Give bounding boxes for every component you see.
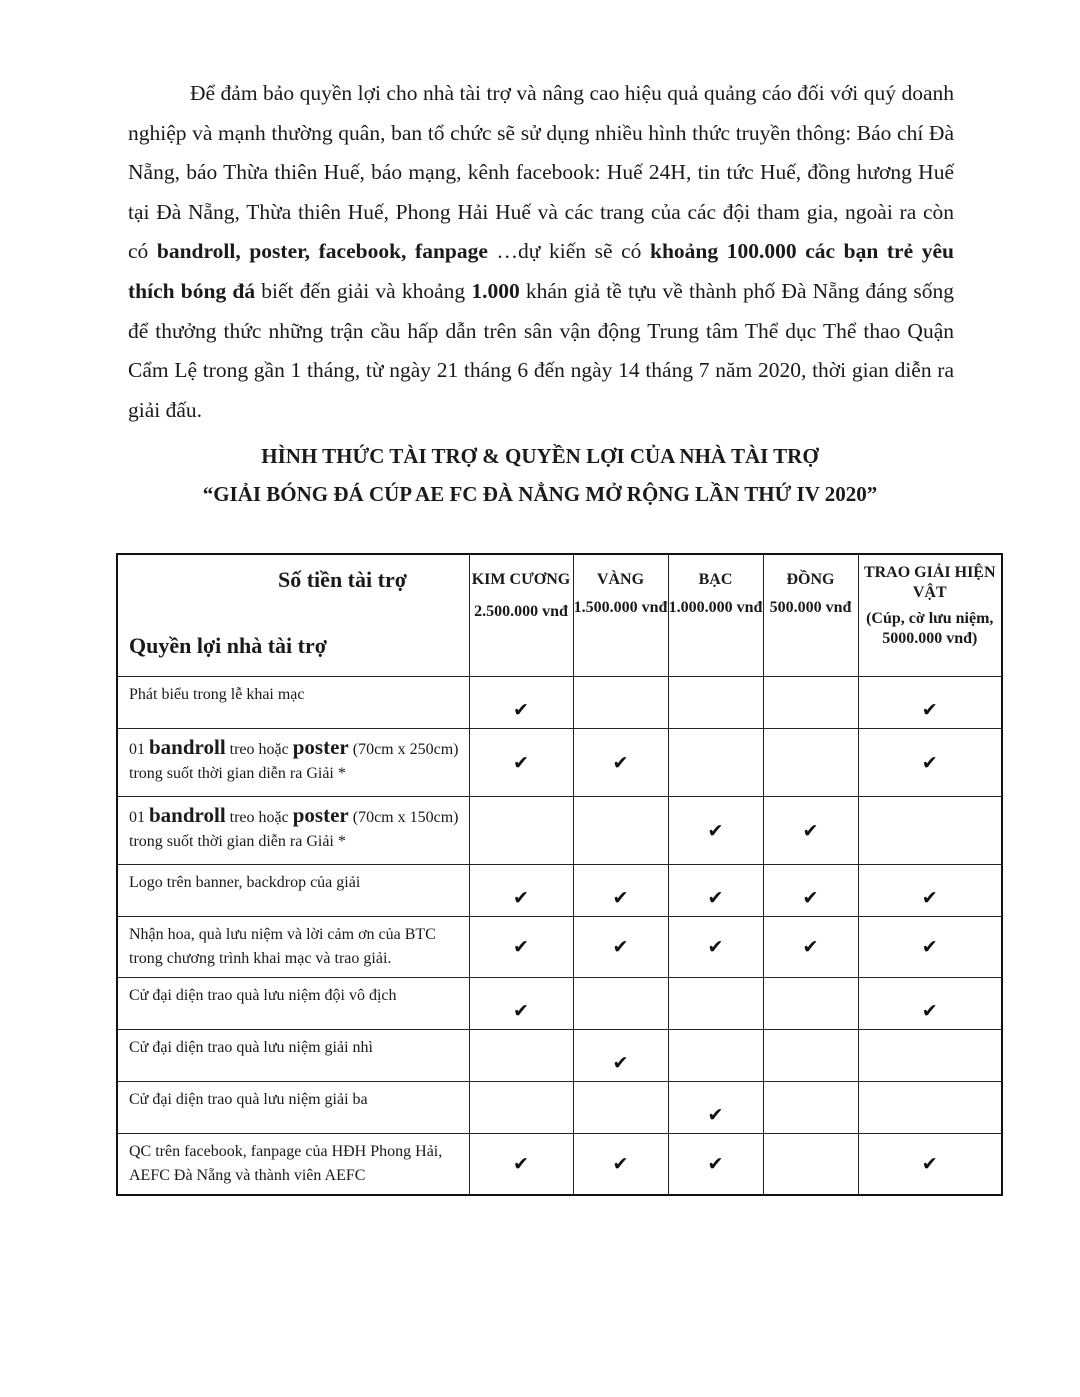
check-cell bbox=[763, 677, 858, 729]
check-mark-icon: ✔ bbox=[921, 936, 938, 958]
tier-header-dong bbox=[763, 554, 858, 677]
check-cell bbox=[573, 1134, 668, 1195]
tier-name: TRAO GIẢI HIỆN VẬT bbox=[863, 564, 996, 601]
intro-text-3: biết đến giải và khoảng bbox=[255, 278, 472, 303]
check-mark-icon: ✔ bbox=[921, 999, 938, 1022]
check-mark-icon: ✔ bbox=[802, 819, 819, 842]
check-cell bbox=[573, 865, 668, 917]
check-mark-icon: ✔ bbox=[612, 936, 629, 958]
check-cell bbox=[763, 1134, 858, 1195]
check-cell bbox=[573, 917, 668, 978]
table-row bbox=[117, 865, 1002, 917]
tier-header-hien-vat bbox=[858, 554, 1002, 677]
check-mark-icon: ✔ bbox=[921, 1152, 938, 1175]
check-cell bbox=[668, 677, 763, 729]
intro-paragraph bbox=[128, 74, 954, 430]
row-label-suffix: (70cm x 250cm) trong suốt thời gian diễn ra Giải * bbox=[129, 741, 459, 782]
check-mark-icon: ✔ bbox=[612, 1152, 629, 1175]
check-cell bbox=[573, 797, 668, 865]
check-cell bbox=[668, 978, 763, 1030]
check-cell bbox=[858, 1030, 1002, 1082]
check-cell bbox=[858, 865, 1002, 917]
check-mark-icon: ✔ bbox=[513, 886, 529, 909]
check-cell bbox=[858, 978, 1002, 1030]
check-mark-icon: ✔ bbox=[707, 1152, 724, 1175]
check-cell bbox=[469, 865, 573, 917]
check-mark-icon: ✔ bbox=[612, 886, 629, 909]
row-label-poster: poster bbox=[292, 803, 349, 827]
check-mark-icon: ✔ bbox=[513, 999, 529, 1022]
table-row bbox=[117, 978, 1002, 1030]
table-row bbox=[117, 1030, 1002, 1082]
check-mark-icon: ✔ bbox=[707, 819, 724, 842]
check-mark-icon: ✔ bbox=[513, 698, 529, 721]
row-label-middle: treo hoặc bbox=[225, 741, 293, 758]
check-cell bbox=[573, 1082, 668, 1134]
row-label: Cử đại diện trao quà lưu niệm giải nhì bbox=[117, 1030, 469, 1082]
intro-text-4: khán giả tề tựu về thành phố Đà Nẵng đáng sống để thưởng thức những trận cầu hấp dẫn trên sân vận động Trung tâm Thể dục Thể thao Quận Cẩm Lệ trong gần 1 tháng, từ ngày 21 tháng 6 đến ngày 14 tháng 7 năm 2020, thời gian diễn ra giải đấu. bbox=[128, 278, 955, 422]
row-label-prefix: 01 bbox=[129, 809, 149, 826]
table-row bbox=[117, 1082, 1002, 1134]
table-row bbox=[117, 1134, 1002, 1195]
check-cell bbox=[858, 1082, 1002, 1134]
tier-header-kim-cuong bbox=[469, 554, 573, 677]
header-corner-cell bbox=[117, 554, 469, 677]
check-mark-icon: ✔ bbox=[513, 751, 529, 774]
row-label-poster: poster bbox=[292, 735, 349, 759]
tier-header-vang bbox=[573, 554, 668, 677]
check-cell bbox=[573, 677, 668, 729]
check-mark-icon: ✔ bbox=[921, 698, 938, 721]
check-cell bbox=[469, 1082, 573, 1134]
row-label: QC trên facebook, fanpage của HĐH Phong Hải, AEFC Đà Nẵng và thành viên AEFC bbox=[117, 1134, 469, 1195]
row-label: Phát biểu trong lễ khai mạc bbox=[117, 677, 469, 729]
check-cell bbox=[858, 797, 1002, 865]
row-label: Cử đại diện trao quà lưu niệm giải ba bbox=[117, 1082, 469, 1134]
check-mark-icon: ✔ bbox=[513, 1152, 529, 1175]
tournament-title: “GIẢI BÓNG ĐÁ CÚP AE FC ĐÀ NẲNG MỞ RỘNG LẦN THỨ IV 2020” bbox=[202, 482, 878, 506]
check-cell bbox=[763, 1082, 858, 1134]
check-cell bbox=[668, 1030, 763, 1082]
row-label: Nhận hoa, quà lưu niệm và lời cảm ơn của BTC trong chương trình khai mạc và trao giải. bbox=[117, 917, 469, 978]
check-cell bbox=[763, 917, 858, 978]
row-label-prefix: 01 bbox=[129, 741, 149, 758]
row-label: Cử đại diện trao quà lưu niệm đội vô địch bbox=[117, 978, 469, 1030]
check-cell bbox=[858, 677, 1002, 729]
check-cell bbox=[573, 729, 668, 797]
check-cell bbox=[668, 797, 763, 865]
tier-amount: (Cúp, cờ lưu niệm, 5000.000 vnđ) bbox=[866, 610, 994, 647]
check-cell bbox=[469, 1030, 573, 1082]
check-mark-icon: ✔ bbox=[612, 751, 629, 774]
check-cell bbox=[668, 917, 763, 978]
tier-name: VÀNG bbox=[596, 571, 645, 588]
check-mark-icon: ✔ bbox=[612, 1051, 629, 1074]
check-cell bbox=[858, 917, 1002, 978]
check-cell bbox=[763, 865, 858, 917]
check-cell bbox=[858, 729, 1002, 797]
row-label-bandroll: bandroll bbox=[149, 803, 226, 827]
check-cell bbox=[573, 1030, 668, 1082]
check-cell bbox=[763, 797, 858, 865]
check-cell bbox=[668, 1134, 763, 1195]
check-mark-icon: ✔ bbox=[513, 936, 529, 958]
row-label-suffix: (70cm x 150cm) trong suốt thời gian diễn ra Giải * bbox=[129, 809, 459, 850]
tier-name: ĐỒNG bbox=[786, 571, 835, 588]
intro-text-2: …dự kiến sẽ có bbox=[487, 239, 651, 264]
check-mark-icon: ✔ bbox=[802, 886, 819, 909]
check-mark-icon: ✔ bbox=[707, 886, 724, 909]
check-mark-icon: ✔ bbox=[707, 936, 724, 958]
check-mark-icon: ✔ bbox=[707, 1103, 724, 1126]
check-cell bbox=[469, 797, 573, 865]
section-title: HÌNH THỨC TÀI TRỢ & QUYỀN LỢI CỦA NHÀ TÀI TRỢ bbox=[261, 444, 819, 468]
check-cell bbox=[858, 1134, 1002, 1195]
check-cell bbox=[763, 1030, 858, 1082]
tier-name: KIM CƯƠNG bbox=[471, 571, 571, 588]
row-label: Logo trên banner, backdrop của giải bbox=[117, 865, 469, 917]
tier-header-bac bbox=[668, 554, 763, 677]
check-cell bbox=[469, 677, 573, 729]
intro-bold-spectators: 1.000 bbox=[471, 278, 520, 303]
header-amount-label: Số tiền tài trợ bbox=[278, 567, 407, 592]
intro-text-1: Để đảm bảo quyền lợi cho nhà tài trợ và nâng cao hiệu quả quảng cáo đối với quý doanh nghiệp và mạnh thường quân, ban tổ chức sẽ sử dụng nhiều hình thức truyền thông: Báo chí Đà Nẵng, báo Thừa thiên Huế, báo mạng, kênh facebook: Huế 24H, tin tức Huế, đồng hương Huế tại Đà Nẵng, Thừa thiên Huế, Phong Hải Huế và các trang của các đội tham gia, ngoài ra còn có bbox=[128, 81, 954, 264]
tier-amount: 1.000.000 vnđ bbox=[668, 599, 763, 616]
check-cell bbox=[469, 917, 573, 978]
check-mark-icon: ✔ bbox=[921, 886, 938, 909]
row-label-middle: treo hoặc bbox=[225, 809, 293, 826]
table-row bbox=[117, 797, 1002, 865]
row-label bbox=[117, 729, 469, 797]
check-cell bbox=[763, 729, 858, 797]
row-label-bandroll: bandroll bbox=[149, 735, 226, 759]
table-header-row bbox=[117, 554, 1002, 677]
tier-amount: 1.500.000 vnđ bbox=[573, 599, 668, 616]
check-cell bbox=[763, 978, 858, 1030]
header-rights-label: Quyền lợi nhà tài trợ bbox=[129, 633, 327, 658]
tier-amount: 500.000 vnđ bbox=[769, 599, 852, 616]
check-mark-icon: ✔ bbox=[802, 936, 819, 958]
check-cell bbox=[573, 978, 668, 1030]
check-cell bbox=[469, 978, 573, 1030]
check-cell bbox=[668, 865, 763, 917]
table-row bbox=[117, 677, 1002, 729]
sponsorship-table bbox=[116, 553, 1003, 1196]
check-mark-icon: ✔ bbox=[921, 751, 938, 774]
table-row bbox=[117, 729, 1002, 797]
table-row bbox=[117, 917, 1002, 978]
tier-name: BẠC bbox=[698, 571, 733, 588]
check-cell bbox=[668, 729, 763, 797]
check-cell bbox=[668, 1082, 763, 1134]
row-label bbox=[117, 797, 469, 865]
tier-amount: 2.500.000 vnđ bbox=[474, 603, 568, 620]
check-cell bbox=[469, 729, 573, 797]
intro-bold-audience: khoảng 100.000 các bạn trẻ yêu thích bóng đá bbox=[128, 239, 954, 303]
check-cell bbox=[469, 1134, 573, 1195]
intro-bold-media: bandroll, poster, facebook, fanpage bbox=[156, 239, 488, 264]
